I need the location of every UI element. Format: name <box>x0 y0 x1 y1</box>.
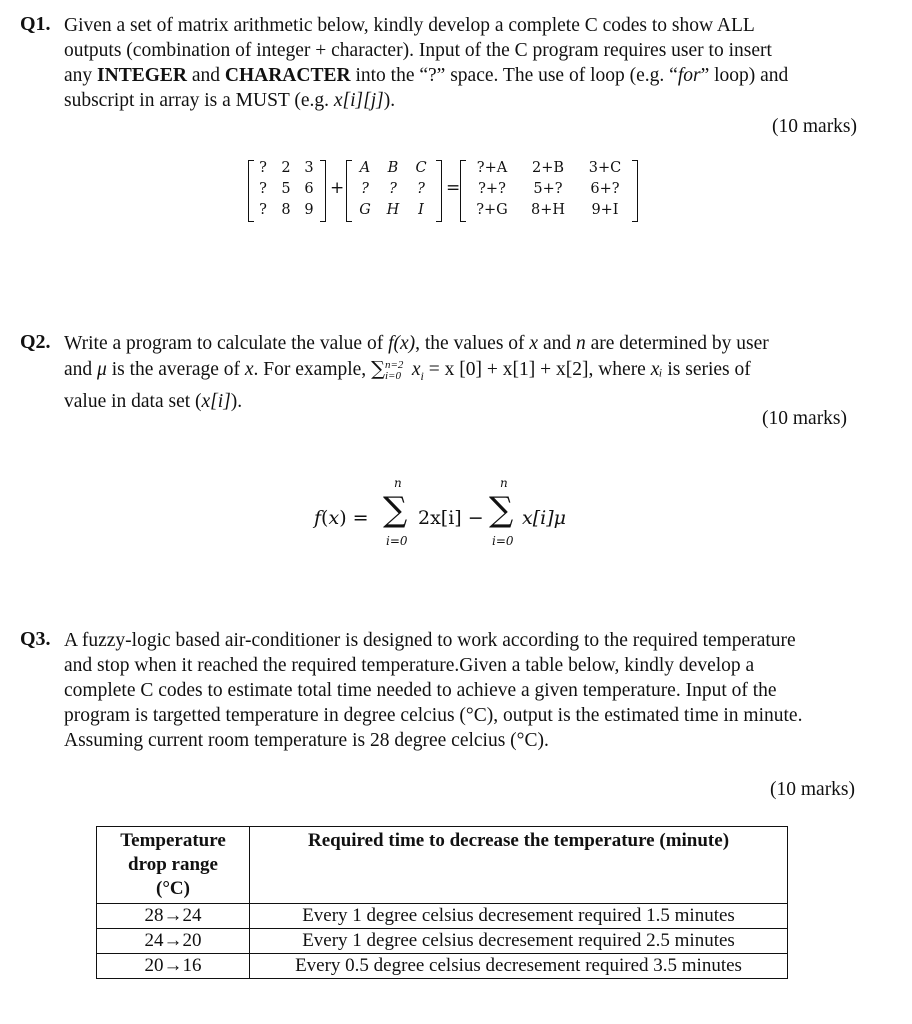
q2-formula-sigma-1: ∑ <box>383 490 408 530</box>
q1-matrix-b: A B C ? ? ? G H I <box>346 160 442 222</box>
table-header-required-time: Required time to decrease the temperature (minute) <box>250 827 788 904</box>
table-header-temperature: Temperature drop range (°C) <box>97 827 250 904</box>
q1-matrix-c: ?+A 2+B 3+C ?+? 5+? 6+? ?+G 8+H 9+I <box>460 160 638 222</box>
q2-formula-lhs: f(x) = <box>314 507 369 529</box>
q1-marks: (10 marks) <box>772 116 858 137</box>
q3-text <box>64 628 872 753</box>
q1-matrix-a: ? 2 3 ? 5 6 ? 8 9 <box>248 160 326 222</box>
table-row <box>97 904 788 929</box>
q2-formula-sum1-top: n <box>394 476 402 490</box>
q1-text <box>64 13 872 113</box>
q1-line-2: outputs (combination of integer + character). Input of the C program requires user to insert <box>64 40 772 61</box>
q2-formula-sum2-bottom: i=0 <box>492 534 514 548</box>
q2-formula-term1: 2x[i] − <box>418 507 484 529</box>
table-row <box>97 954 788 979</box>
q2-marks: (10 marks) <box>762 408 848 429</box>
q2-formula-sigma-2: ∑ <box>489 490 514 530</box>
table-cell-rule: Every 1 degree celsius decresement required 2.5 minutes <box>250 929 788 954</box>
q2-line-3: value in data set (x[i]). <box>64 390 243 412</box>
q3-line-5: Assuming current room temperature is 28 degree celcius (°C). <box>64 730 549 751</box>
table-cell-range: 20→16 <box>97 954 250 979</box>
q2-number: Q2. <box>20 331 51 353</box>
q2-text <box>64 331 872 414</box>
table-cell-range: 24→20 <box>97 929 250 954</box>
q3-number: Q3. <box>20 628 51 650</box>
table-cell-range: 28→24 <box>97 904 250 929</box>
table-cell-rule: Every 0.5 degree celsius decresement required 3.5 minutes <box>250 954 788 979</box>
q1-number: Q1. <box>20 13 51 35</box>
table-row <box>97 929 788 954</box>
temperature-table <box>96 826 788 979</box>
q2-formula-term2: x[i]μ <box>522 507 566 529</box>
q1-plus-sign: + <box>330 178 345 198</box>
q3-line-4: program is targetted temperature in degree celcius (°C), output is the estimated time in minute. <box>64 705 803 726</box>
q2-formula-sum1-bottom: i=0 <box>386 534 408 548</box>
q3-line-3: complete C codes to estimate total time needed to achieve a given temperature. Input of the <box>64 680 777 701</box>
q1-line-4: subscript in array is a MUST (e.g. x[i][j]). <box>64 90 396 111</box>
q3-marks: (10 marks) <box>770 779 856 800</box>
q1-line-1: Given a set of matrix arithmetic below, kindly develop a complete C codes to show ALL <box>64 15 755 36</box>
table-cell-rule: Every 1 degree celsius decresement required 1.5 minutes <box>250 904 788 929</box>
table-header-row <box>97 827 788 904</box>
q3-line-2: and stop when it reached the required temperature.Given a table below, kindly develop a <box>64 655 755 676</box>
q2-formula-sum2-top: n <box>500 476 508 490</box>
q2-line-1: Write a program to calculate the value of f(x), the values of x and n are determined by user <box>64 333 769 354</box>
q3-line-1: A fuzzy-logic based air-conditioner is designed to work according to the required temperature <box>64 630 796 651</box>
q1-line-3: any INTEGER and CHARACTER into the “?” space. The use of loop (e.g. “for” loop) and <box>64 65 789 86</box>
q1-equals-sign: = <box>446 178 461 198</box>
q2-line-2: and μ is the average of x. For example, ∑ n=2 i=0 $x_i = x$ [0] + x[1] + x[2], where xᵢ is series of <box>64 357 751 383</box>
